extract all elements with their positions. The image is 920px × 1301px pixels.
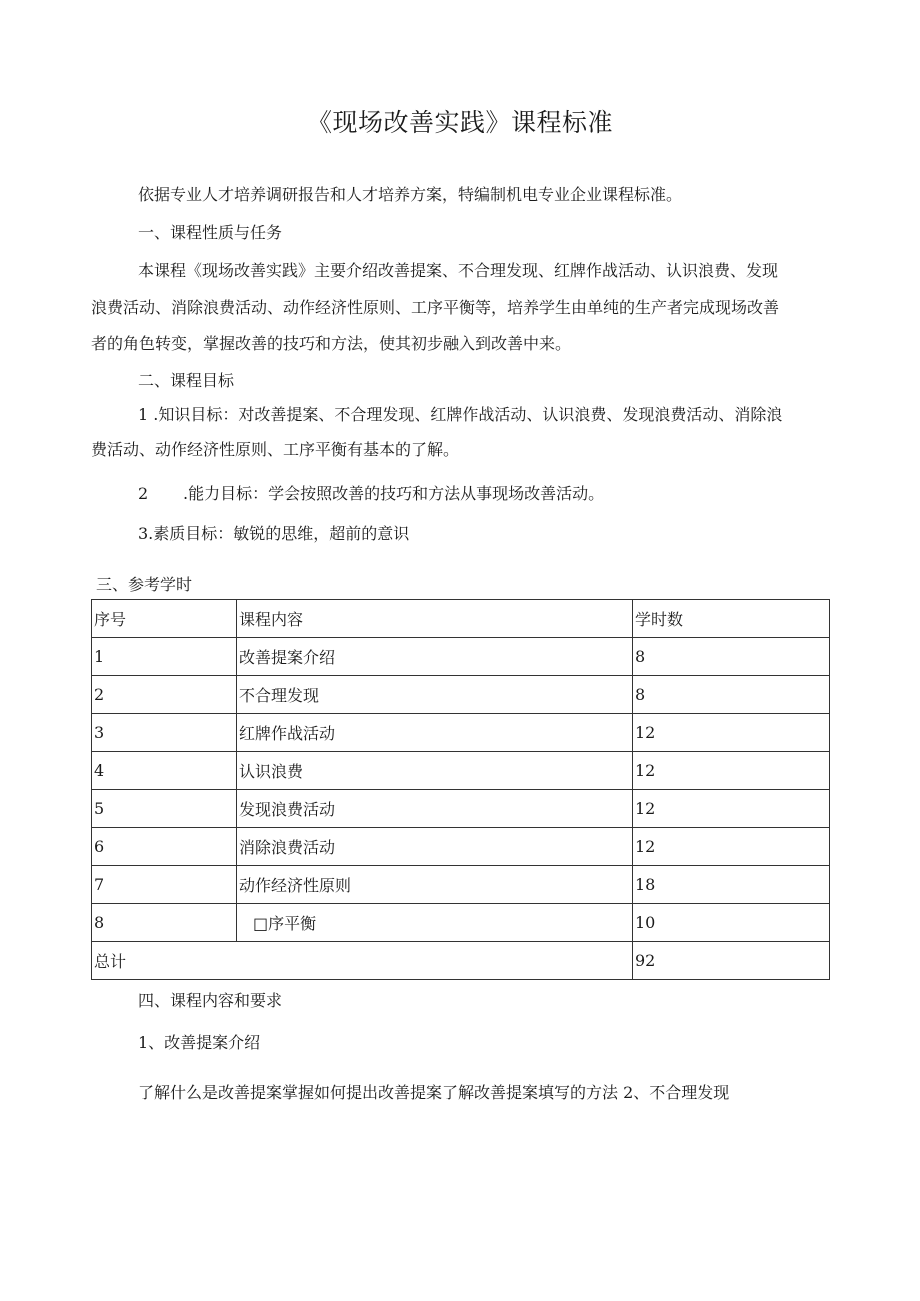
- table-row: [92, 638, 830, 676]
- study-hours-table: [91, 599, 830, 980]
- row-index: 8: [92, 904, 237, 942]
- table-row: [92, 866, 830, 904]
- row-hours: 12: [633, 790, 830, 828]
- section3-heading: 三、参考学时: [96, 575, 193, 594]
- header-hours: 学时数: [633, 600, 830, 638]
- section4-subheading-1: 1、改善提案介绍: [138, 1033, 261, 1052]
- goal2-number: 2: [138, 484, 149, 503]
- row-index: 2: [92, 676, 237, 714]
- row-content: 认识浪费: [237, 752, 633, 790]
- section1-line-2: 浪费活动、消除浪费活动、动作经济性原则、工序平衡等，培养学生由单纯的生产者完成现场改善: [91, 298, 780, 317]
- table-total-row: [92, 942, 830, 980]
- row-index: 5: [92, 790, 237, 828]
- table-row: [92, 714, 830, 752]
- row-hours: 8: [633, 638, 830, 676]
- row-hours: 12: [633, 752, 830, 790]
- document-title: 《现场改善实践》课程标准: [306, 108, 613, 137]
- table-header-row: [92, 600, 830, 638]
- header-content: 课程内容: [237, 600, 633, 638]
- row-hours: 8: [633, 676, 830, 714]
- row-content: 红牌作战活动: [237, 714, 633, 752]
- table-row: [92, 752, 830, 790]
- row-hours: 12: [633, 714, 830, 752]
- goal1-line-1: 1 .知识目标：对改善提案、不合理发现、红牌作战活动、认识浪费、发现浪费活动、消除浪: [138, 405, 783, 424]
- section1-line-3: 者的角色转变，掌握改善的技巧和方法，使其初步融入到改善中来。: [91, 334, 572, 353]
- section1-line-1: 本课程《现场改善实践》主要介绍改善提案、不合理发现、红牌作战活动、认识浪费、发现: [138, 261, 779, 280]
- row-content: 不合理发现: [237, 676, 633, 714]
- row-hours: 12: [633, 828, 830, 866]
- row-content: 改善提案介绍: [237, 638, 633, 676]
- table-row: [92, 904, 830, 942]
- row-index: 6: [92, 828, 237, 866]
- goal1-line-2: 费活动、动作经济性原则、工序平衡有基本的了解。: [91, 440, 460, 459]
- total-value: 92: [633, 942, 830, 980]
- section2-heading: 二、课程目标: [138, 371, 235, 390]
- goal3-text: 3.素质目标：敏锐的思维，超前的意识: [138, 524, 410, 543]
- total-label: 总计: [92, 942, 633, 980]
- table-row: [92, 828, 830, 866]
- section4-heading: 四、课程内容和要求: [138, 991, 283, 1010]
- section1-heading: 一、课程性质与任务: [138, 223, 283, 242]
- row-content: □序平衡: [237, 904, 633, 942]
- table-row: [92, 676, 830, 714]
- row-index: 7: [92, 866, 237, 904]
- table-row: [92, 790, 830, 828]
- row-hours: 18: [633, 866, 830, 904]
- row-content: 消除浪费活动: [237, 828, 633, 866]
- goal2-text: .能力目标：学会按照改善的技巧和方法从事现场改善活动。: [183, 484, 605, 503]
- row-index: 3: [92, 714, 237, 752]
- row-content: 动作经济性原则: [237, 866, 633, 904]
- row-index: 1: [92, 638, 237, 676]
- section4-paragraph-1: 了解什么是改善提案掌握如何提出改善提案了解改善提案填写的方法 2、不合理发现: [138, 1083, 730, 1102]
- row-index: 4: [92, 752, 237, 790]
- header-index: 序号: [92, 600, 237, 638]
- row-hours: 10: [633, 904, 830, 942]
- intro-paragraph: 依据专业人才培养调研报告和人才培养方案，特编制机电专业企业课程标准。: [138, 185, 683, 204]
- row-content: 发现浪费活动: [237, 790, 633, 828]
